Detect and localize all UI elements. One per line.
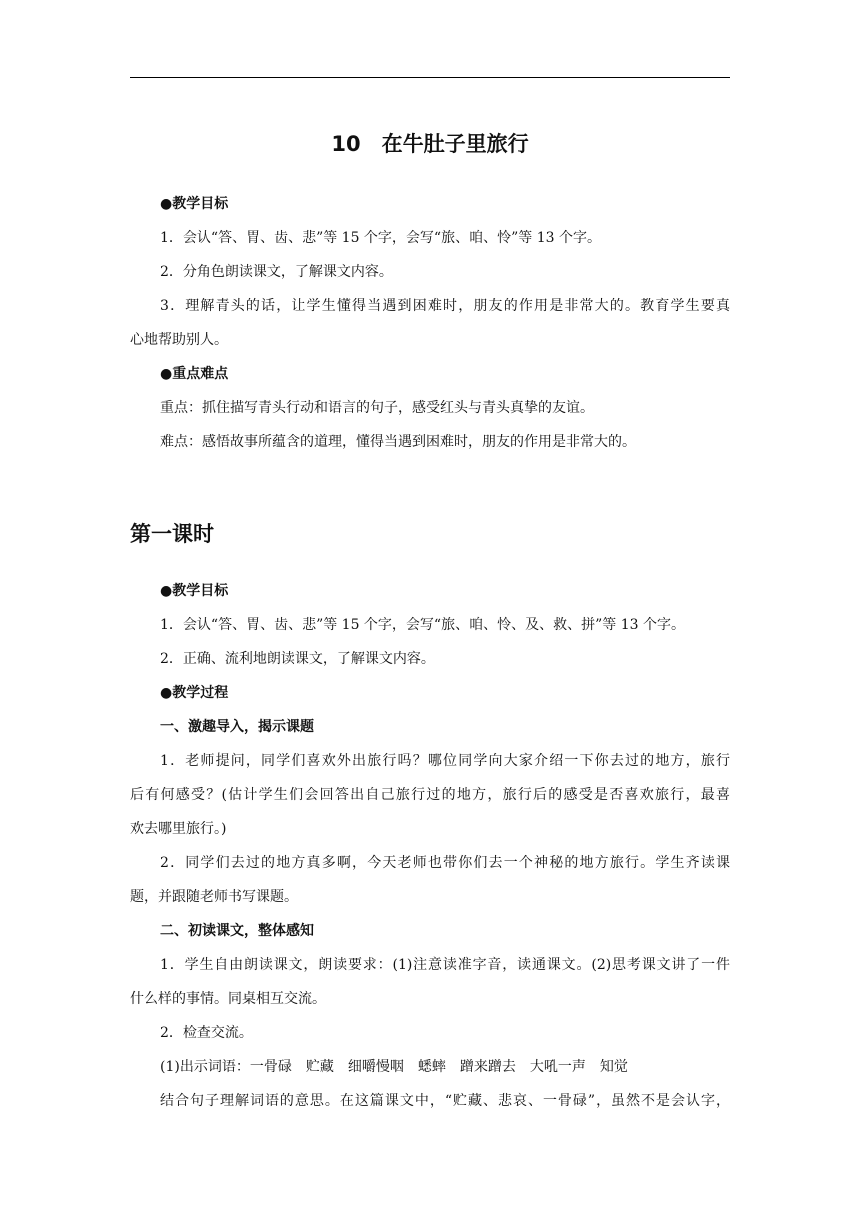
paragraph-1-line2: 后有何感受？(估计学生们会回答出自己旅行过的地方，旅行后的感受是否喜欢旅行，最喜 xyxy=(130,787,730,803)
goal-item-3-line1: 3．理解青头的话，让学生懂得当遇到困难时，朋友的作用是非常大的。教育学生要真 xyxy=(160,298,730,314)
paragraph-6: 结合句子理解词语的意思。在这篇课文中，“贮藏、悲哀、一骨碌”，虽然不是会认字， xyxy=(160,1093,730,1109)
paragraph-4: 2．检查交流。 xyxy=(160,1025,253,1041)
paragraph-2-line1: 2．同学们去过的地方真多啊，今天老师也带你们去一个神秘的地方旅行。学生齐读课 xyxy=(160,855,730,871)
header-rule xyxy=(130,77,730,78)
goal-item-2: 2．分角色朗读课文，了解课文内容。 xyxy=(160,264,393,280)
goal-item-1: 1．会认“答、胃、齿、悲”等 15 个字，会写“旅、咱、怜”等 13 个字。 xyxy=(160,230,601,246)
paragraph-1-line3: 欢去哪里旅行。) xyxy=(130,821,227,837)
part-heading-2: 二、初读课文，整体感知 xyxy=(160,923,314,939)
word-list: (1)出示词语：一骨碌 贮藏 细嚼慢咽 蟋蟀 蹭来蹭去 大吼一声 知觉 xyxy=(160,1059,628,1075)
key-point: 重点：抓住描写青头行动和语言的句子，感受红头与青头真挚的友谊。 xyxy=(160,400,594,416)
lesson-title: 10 在牛肚子里旅行 xyxy=(331,132,529,156)
goal-item-1b: 1．会认“答、胃、齿、悲”等 15 个字，会写“旅、咱、怜、及、救、拼”等 13 个字。 xyxy=(160,617,685,633)
paragraph-2-line2: 题，并跟随老师书写课题。 xyxy=(130,889,298,905)
chapter-heading: 第一课时 xyxy=(130,522,214,546)
section-heading-key-points: ●重点难点 xyxy=(160,366,229,382)
paragraph-3-line2: 什么样的事情。同桌相互交流。 xyxy=(130,991,326,1007)
section-heading-goals: ●教学目标 xyxy=(160,196,229,212)
paragraph-3-line1: 1．学生自由朗读课文，朗读要求：(1)注意读准字音，读通课文。(2)思考课文讲了一件 xyxy=(160,957,730,973)
section-heading-process: ●教学过程 xyxy=(160,685,229,701)
paragraph-1-line1: 1．老师提问，同学们喜欢外出旅行吗？哪位同学向大家介绍一下你去过的地方，旅行 xyxy=(160,753,730,769)
goal-item-2b: 2．正确、流利地朗读课文，了解课文内容。 xyxy=(160,651,435,667)
goal-item-3-line2: 心地帮助别人。 xyxy=(130,332,228,348)
difficult-point: 难点：感悟故事所蕴含的道理，懂得当遇到困难时，朋友的作用是非常大的。 xyxy=(160,434,636,450)
section-heading-goals-2: ●教学目标 xyxy=(160,583,229,599)
part-heading-1: 一、激趣导入，揭示课题 xyxy=(160,719,314,735)
